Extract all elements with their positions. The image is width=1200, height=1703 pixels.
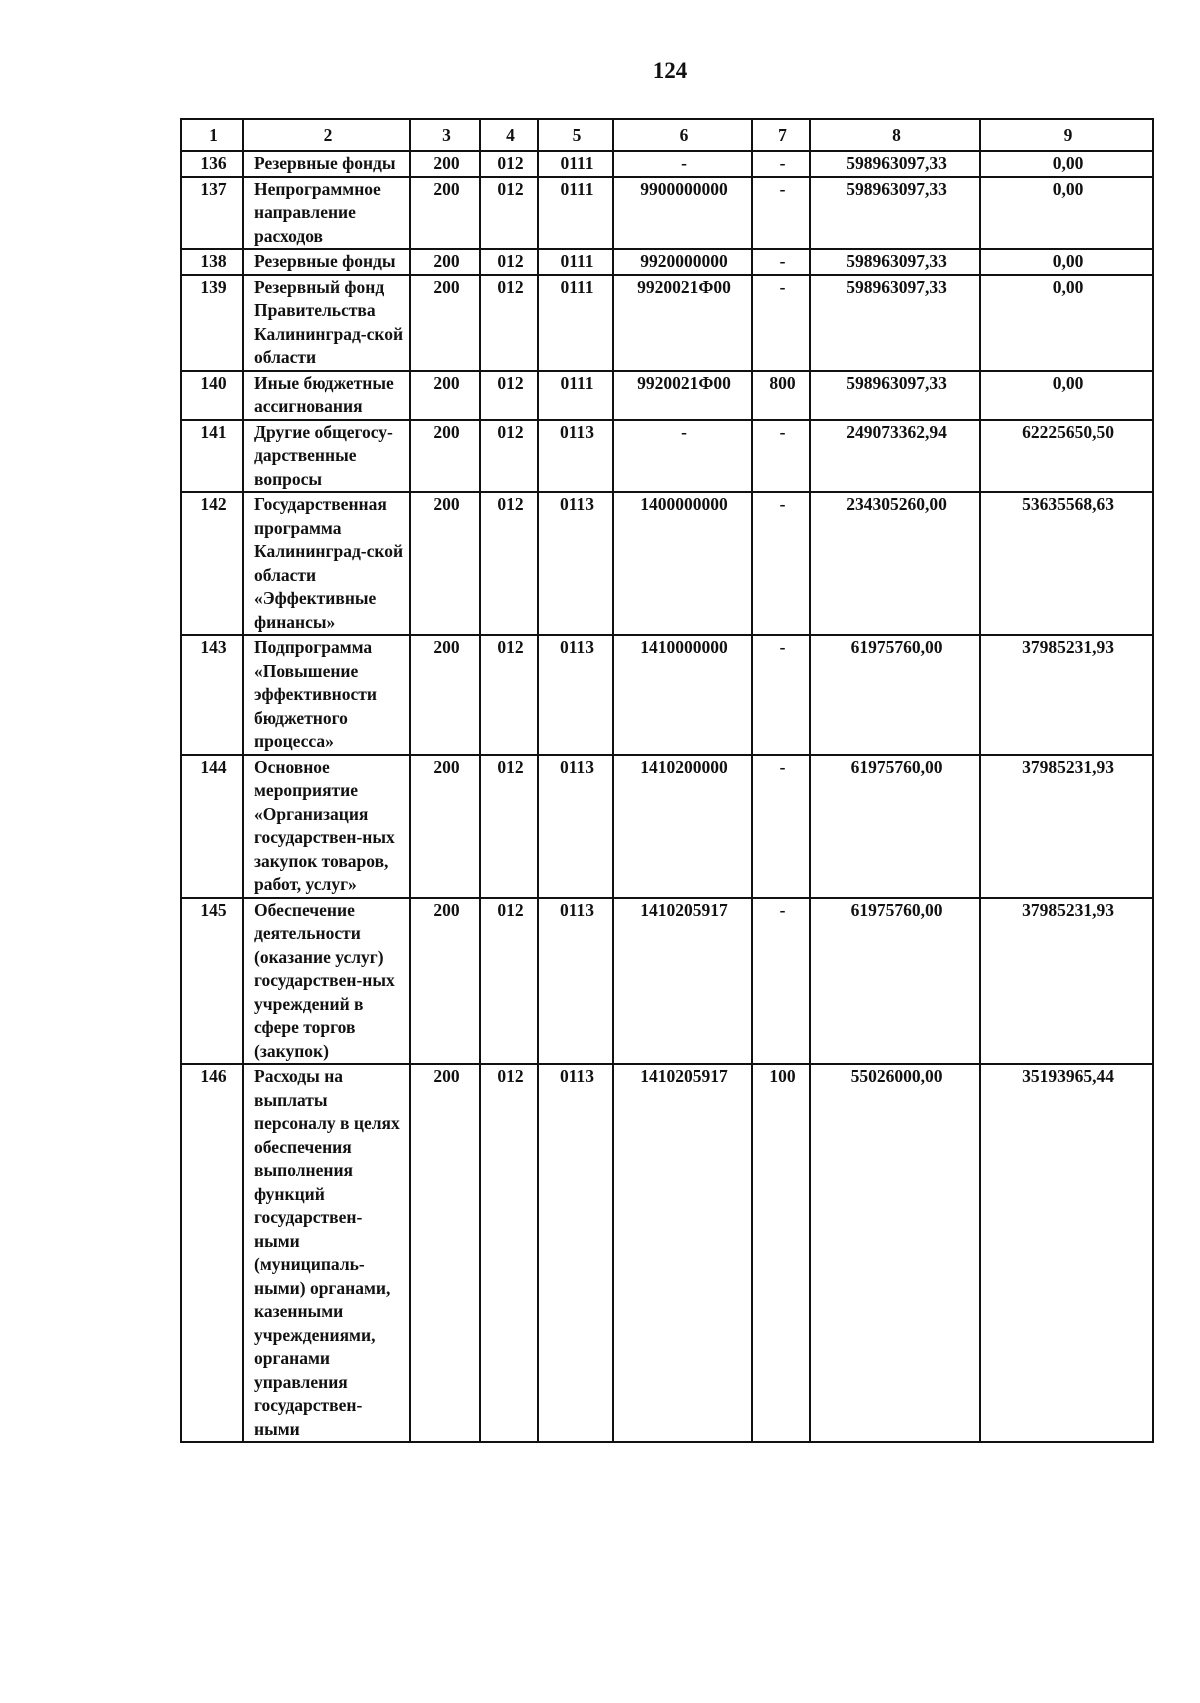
code-7-cell: - xyxy=(752,420,810,493)
row-number-cell: 145 xyxy=(181,898,243,1065)
code-5-cell: 0113 xyxy=(538,898,613,1065)
code-6-cell: 9920021Ф00 xyxy=(613,371,752,420)
code-6-cell: - xyxy=(613,420,752,493)
code-7-cell: - xyxy=(752,177,810,250)
amount-8-cell: 598963097,33 xyxy=(810,249,980,275)
header-cell: 3 xyxy=(410,119,480,151)
name-cell: Резервный фонд Правительства Калининград-ской области xyxy=(243,275,410,371)
code-4-cell: 012 xyxy=(480,635,538,755)
code-3-cell: 200 xyxy=(410,898,480,1065)
table-row xyxy=(181,635,1153,755)
amount-8-cell: 234305260,00 xyxy=(810,492,980,635)
row-number-cell: 138 xyxy=(181,249,243,275)
header-cell: 6 xyxy=(613,119,752,151)
name-cell: Резервные фонды xyxy=(243,249,410,275)
code-7-cell: - xyxy=(752,898,810,1065)
amount-8-cell: 598963097,33 xyxy=(810,371,980,420)
table-row xyxy=(181,898,1153,1065)
code-7-cell: - xyxy=(752,151,810,177)
code-4-cell: 012 xyxy=(480,1064,538,1442)
table-row xyxy=(181,275,1153,371)
name-cell: Государственная программа Калининград-ской области «Эффективные финансы» xyxy=(243,492,410,635)
code-5-cell: 0111 xyxy=(538,249,613,275)
table-row xyxy=(181,492,1153,635)
table-row xyxy=(181,1064,1153,1442)
code-6-cell: 9900000000 xyxy=(613,177,752,250)
code-4-cell: 012 xyxy=(480,420,538,493)
amount-9-cell: 0,00 xyxy=(980,371,1153,420)
name-cell: Обеспечение деятельности (оказание услуг) государствен-ных учреждений в сфере торгов (закупок) xyxy=(243,898,410,1065)
code-6-cell: 1410200000 xyxy=(613,755,752,898)
amount-9-cell: 37985231,93 xyxy=(980,898,1153,1065)
code-6-cell: 9920000000 xyxy=(613,249,752,275)
table-row xyxy=(181,177,1153,250)
code-7-cell: - xyxy=(752,635,810,755)
code-3-cell: 200 xyxy=(410,371,480,420)
code-6-cell: 1410205917 xyxy=(613,1064,752,1442)
budget-table xyxy=(180,118,1154,1443)
row-number-cell: 146 xyxy=(181,1064,243,1442)
amount-8-cell: 249073362,94 xyxy=(810,420,980,493)
header-cell: 7 xyxy=(752,119,810,151)
amount-9-cell: 37985231,93 xyxy=(980,635,1153,755)
row-number-cell: 140 xyxy=(181,371,243,420)
table-row xyxy=(181,371,1153,420)
code-5-cell: 0113 xyxy=(538,492,613,635)
code-4-cell: 012 xyxy=(480,275,538,371)
code-4-cell: 012 xyxy=(480,898,538,1065)
code-6-cell: 1410205917 xyxy=(613,898,752,1065)
code-5-cell: 0111 xyxy=(538,177,613,250)
code-5-cell: 0111 xyxy=(538,371,613,420)
code-5-cell: 0113 xyxy=(538,755,613,898)
amount-9-cell: 0,00 xyxy=(980,275,1153,371)
row-number-cell: 142 xyxy=(181,492,243,635)
code-6-cell: - xyxy=(613,151,752,177)
code-6-cell: 1410000000 xyxy=(613,635,752,755)
amount-9-cell: 35193965,44 xyxy=(980,1064,1153,1442)
amount-9-cell: 62225650,50 xyxy=(980,420,1153,493)
code-3-cell: 200 xyxy=(410,755,480,898)
code-3-cell: 200 xyxy=(410,492,480,635)
table-row xyxy=(181,755,1153,898)
code-5-cell: 0113 xyxy=(538,420,613,493)
code-3-cell: 200 xyxy=(410,635,480,755)
amount-9-cell: 0,00 xyxy=(980,249,1153,275)
row-number-cell: 139 xyxy=(181,275,243,371)
row-number-cell: 143 xyxy=(181,635,243,755)
code-4-cell: 012 xyxy=(480,755,538,898)
table-row xyxy=(181,249,1153,275)
table-header-row xyxy=(181,119,1153,151)
amount-8-cell: 61975760,00 xyxy=(810,898,980,1065)
code-3-cell: 200 xyxy=(410,249,480,275)
header-cell: 9 xyxy=(980,119,1153,151)
code-7-cell: - xyxy=(752,275,810,371)
code-5-cell: 0111 xyxy=(538,151,613,177)
code-7-cell: - xyxy=(752,492,810,635)
row-number-cell: 136 xyxy=(181,151,243,177)
name-cell: Расходы на выплаты персоналу в целях обеспечения выполнения функций государствен-ными (муниципаль-ными) органами, казенными учреждениями, органами управления государствен-ными xyxy=(243,1064,410,1442)
amount-8-cell: 61975760,00 xyxy=(810,635,980,755)
name-cell: Другие общегосу-дарственные вопросы xyxy=(243,420,410,493)
code-7-cell: 800 xyxy=(752,371,810,420)
header-cell: 5 xyxy=(538,119,613,151)
code-3-cell: 200 xyxy=(410,275,480,371)
code-7-cell: - xyxy=(752,249,810,275)
code-6-cell: 9920021Ф00 xyxy=(613,275,752,371)
code-6-cell: 1400000000 xyxy=(613,492,752,635)
name-cell: Подпрограмма «Повышение эффективности бюджетного процесса» xyxy=(243,635,410,755)
code-3-cell: 200 xyxy=(410,177,480,250)
table-row xyxy=(181,151,1153,177)
amount-8-cell: 55026000,00 xyxy=(810,1064,980,1442)
name-cell: Иные бюджетные ассигнования xyxy=(243,371,410,420)
amount-9-cell: 0,00 xyxy=(980,177,1153,250)
amount-8-cell: 598963097,33 xyxy=(810,275,980,371)
code-4-cell: 012 xyxy=(480,492,538,635)
amount-9-cell: 0,00 xyxy=(980,151,1153,177)
header-cell: 2 xyxy=(243,119,410,151)
code-3-cell: 200 xyxy=(410,420,480,493)
amount-8-cell: 598963097,33 xyxy=(810,177,980,250)
amount-8-cell: 61975760,00 xyxy=(810,755,980,898)
code-5-cell: 0113 xyxy=(538,635,613,755)
code-7-cell: 100 xyxy=(752,1064,810,1442)
row-number-cell: 144 xyxy=(181,755,243,898)
code-3-cell: 200 xyxy=(410,151,480,177)
code-5-cell: 0111 xyxy=(538,275,613,371)
code-4-cell: 012 xyxy=(480,177,538,250)
row-number-cell: 141 xyxy=(181,420,243,493)
table-row xyxy=(181,420,1153,493)
amount-9-cell: 37985231,93 xyxy=(980,755,1153,898)
name-cell: Резервные фонды xyxy=(243,151,410,177)
row-number-cell: 137 xyxy=(181,177,243,250)
code-4-cell: 012 xyxy=(480,151,538,177)
code-4-cell: 012 xyxy=(480,249,538,275)
code-3-cell: 200 xyxy=(410,1064,480,1442)
header-cell: 1 xyxy=(181,119,243,151)
header-cell: 8 xyxy=(810,119,980,151)
code-4-cell: 012 xyxy=(480,371,538,420)
amount-8-cell: 598963097,33 xyxy=(810,151,980,177)
name-cell: Основное мероприятие «Организация государствен-ных закупок товаров, работ, услуг» xyxy=(243,755,410,898)
name-cell: Непрограммное направление расходов xyxy=(243,177,410,250)
code-5-cell: 0113 xyxy=(538,1064,613,1442)
header-cell: 4 xyxy=(480,119,538,151)
code-7-cell: - xyxy=(752,755,810,898)
page-number: 124 xyxy=(652,58,688,83)
amount-9-cell: 53635568,63 xyxy=(980,492,1153,635)
